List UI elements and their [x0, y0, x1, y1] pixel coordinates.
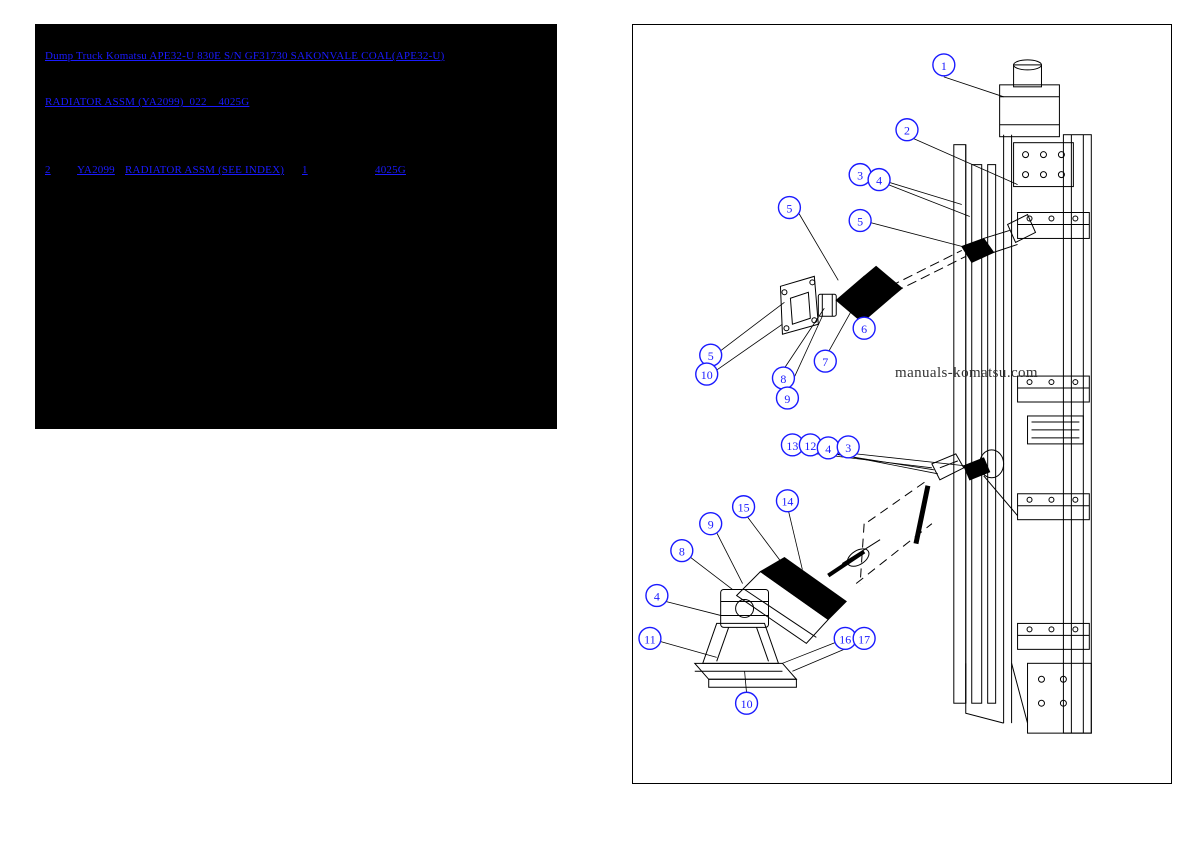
- callout-balloon-label: 13: [786, 438, 799, 453]
- callout-balloon[interactable]: [853, 627, 875, 649]
- callout-balloon-label: 9: [707, 517, 714, 532]
- catalog-text-panel: [35, 24, 557, 429]
- callout-balloon-label: 5: [786, 201, 793, 216]
- catalog-group-heading[interactable]: RADIATOR ASSM (YA2099) 022 4025G: [45, 96, 250, 108]
- callout-balloon-label: 11: [644, 632, 656, 647]
- callout-balloon-label: 3: [845, 440, 852, 455]
- catalog-title[interactable]: Dump Truck Komatsu APE32-U 830E S/N GF31730 SAKONVALE COAL(APE32-U): [45, 50, 445, 62]
- callout-balloon[interactable]: [868, 169, 890, 191]
- callout-balloon-label: 2: [903, 123, 910, 138]
- table-row-code[interactable]: 4025G: [375, 164, 406, 176]
- callout-balloon-label: 10: [700, 368, 713, 383]
- callout-balloons: [639, 54, 955, 714]
- callout-balloon[interactable]: [776, 490, 798, 512]
- watermark-text: manuals-komatsu.com: [895, 365, 1038, 381]
- callout-balloon[interactable]: [933, 54, 955, 76]
- callout-balloon[interactable]: [896, 119, 918, 141]
- callout-balloon-label: 3: [857, 168, 864, 183]
- callout-balloon-label: 4: [876, 173, 883, 188]
- callout-balloon[interactable]: [814, 350, 836, 372]
- callout-balloon-label: 9: [784, 392, 791, 407]
- callout-balloon-label: 8: [780, 372, 787, 387]
- callout-balloon[interactable]: [849, 210, 871, 232]
- callout-balloon[interactable]: [671, 540, 693, 562]
- callout-balloon[interactable]: [733, 496, 755, 518]
- callout-balloon[interactable]: [837, 436, 859, 458]
- callout-balloon-label: 4: [825, 441, 832, 456]
- callout-balloon-label: 17: [858, 632, 871, 647]
- callout-balloon-label: 12: [804, 438, 817, 453]
- callout-balloon-label: 4: [653, 589, 660, 604]
- table-row-part-number[interactable]: YA2099: [77, 164, 115, 176]
- callout-balloon[interactable]: [772, 367, 794, 389]
- callout-balloon-label: 1: [940, 58, 947, 73]
- table-row-quantity[interactable]: 1: [302, 164, 308, 176]
- callout-balloon[interactable]: [736, 692, 758, 714]
- mid-joint-assembly: [916, 450, 1018, 544]
- callout-balloon[interactable]: [778, 197, 800, 219]
- callout-balloon[interactable]: [817, 437, 839, 459]
- table-row-description[interactable]: RADIATOR ASSM (SEE INDEX): [125, 164, 285, 176]
- callout-balloon[interactable]: [700, 344, 722, 366]
- table-row-item-number[interactable]: 2: [45, 164, 51, 176]
- parts-illustration-panel: [632, 24, 1172, 784]
- callout-balloon-label: 10: [740, 697, 753, 712]
- callout-balloon[interactable]: [700, 513, 722, 535]
- callout-balloon-label: 15: [737, 500, 750, 515]
- lower-cylinder-assembly: [695, 480, 932, 687]
- callout-balloon-label: 5: [857, 214, 864, 229]
- callout-balloon[interactable]: [776, 387, 798, 409]
- callout-balloon-label: 14: [781, 494, 794, 509]
- callout-balloon-label: 7: [822, 355, 829, 370]
- radiator-frame: [954, 60, 1091, 733]
- callout-balloon-label: 8: [678, 544, 685, 559]
- parts-diagram-svg: [633, 25, 1171, 783]
- callout-balloon-label: 5: [707, 349, 714, 364]
- callout-balloon[interactable]: [646, 585, 668, 607]
- callout-balloon[interactable]: [696, 363, 718, 385]
- callout-balloon-label: 16: [839, 632, 852, 647]
- callout-balloon[interactable]: [639, 627, 661, 649]
- callout-balloon[interactable]: [853, 317, 875, 339]
- callout-balloon-label: 6: [861, 322, 868, 337]
